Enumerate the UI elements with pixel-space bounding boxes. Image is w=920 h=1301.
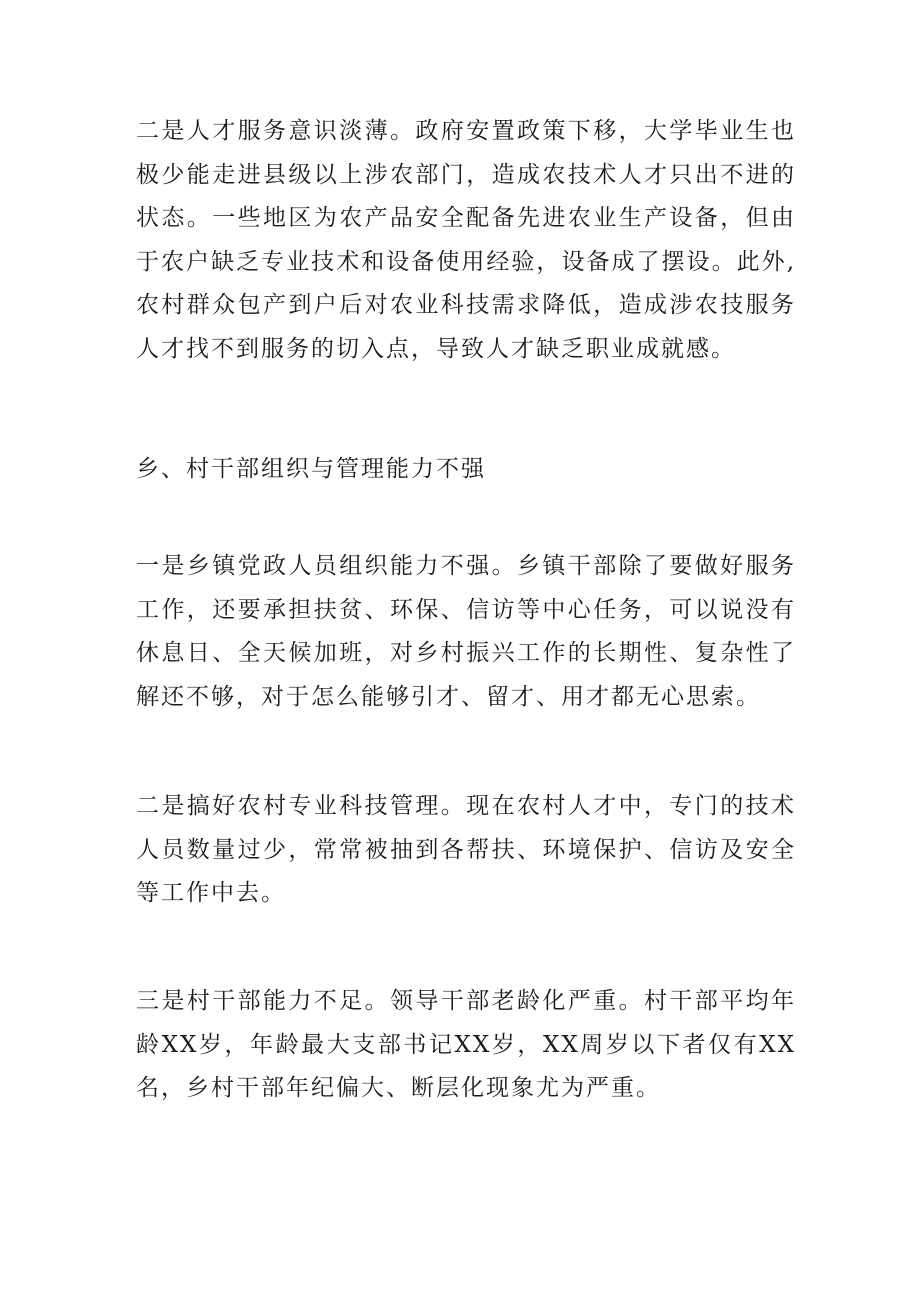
paragraph-tech-management: 二是搞好农村专业科技管理。现在农村人才中，专门的技术人员数量过少，常常被抽到各帮扶、环境保护、信访及安全等工作中去。 [136, 793, 796, 906]
paragraph-township-organization: 一是乡镇党政人员组织能力不强。乡镇干部除了要做好服务工作，还要承担扶贫、环保、信访等中心任务，可以说没有休息日、全天候加班，对乡村振兴工作的长期性、复杂性了解还不够，对于怎么能够引才、留才、用才都无心思索。 [136, 553, 796, 710]
paragraph-village-cadre: 三是村干部能力不足。领导干部老龄化严重。村干部平均年龄XX岁，年龄最大支部书记XX岁，XX周岁以下者仅有XX名，乡村干部年纪偏大、断层化现象尤为严重。 [136, 988, 796, 1101]
paragraph-talent-service: 二是人才服务意识淡薄。政府安置政策下移，大学毕业生也极少能走进县级以上涉农部门，造成农技术人才只出不进的状态。一些地区为农产品安全配备先进农业生产设备，但由于农户缺乏专业技术和设备使用经验，设备成了摆设。此外,农村群众包产到户后对农业科技需求降低，造成涉农技服务人才找不到服务的切入点，导致人才缺乏职业成就感。 [136, 118, 796, 362]
section-heading: 乡、村干部组织与管理能力不强 [136, 456, 486, 482]
